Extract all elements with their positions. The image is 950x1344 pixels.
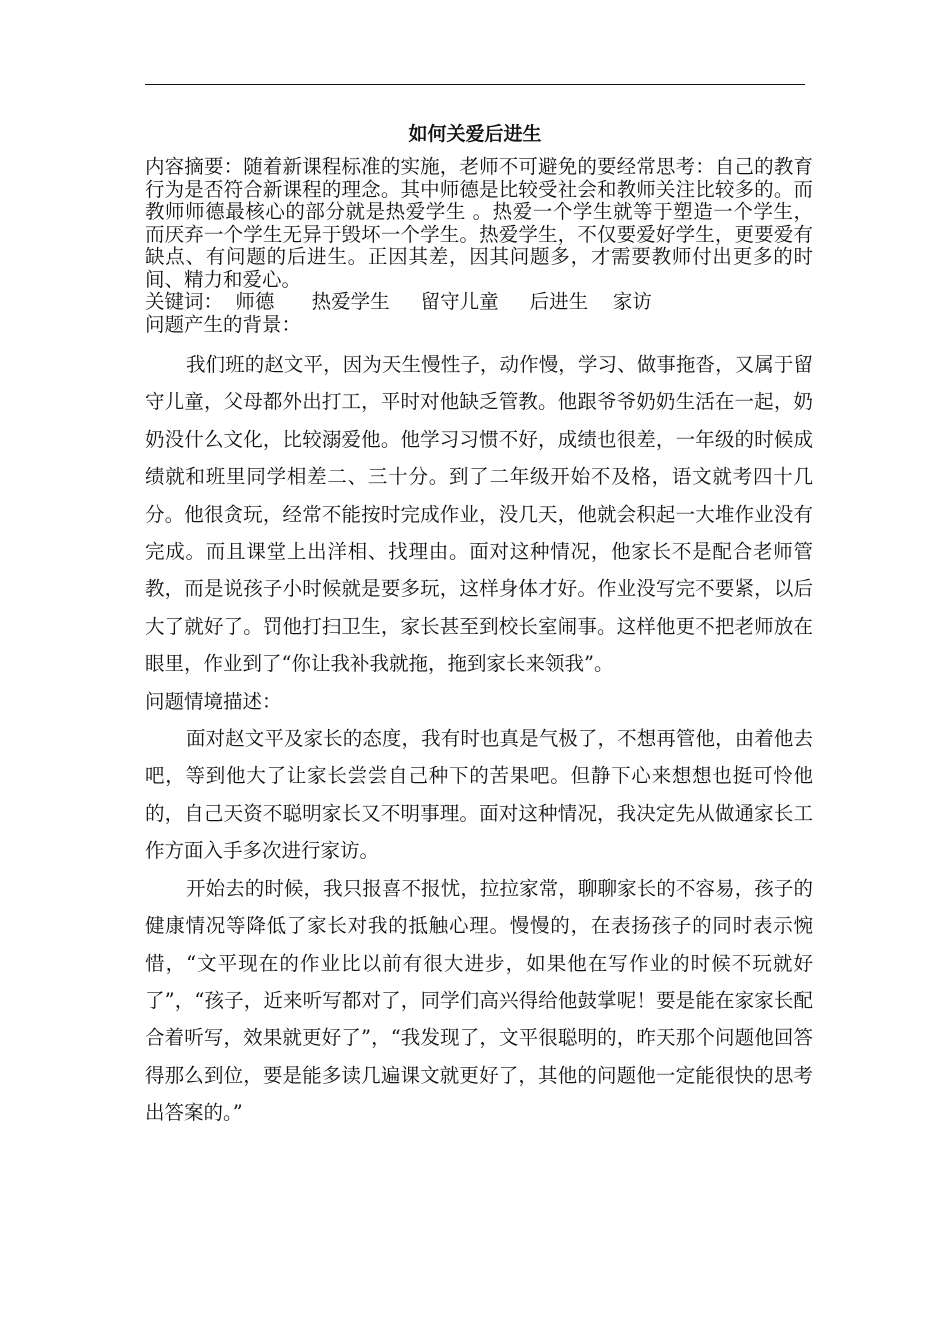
document-body	[145, 156, 813, 1132]
document-title: 如何关爱后进生	[408, 123, 542, 145]
keywords-line: 关键词： 师德 热爱学生 留守儿童 后进生 家访	[145, 290, 652, 313]
situation-paragraph-2: 开始去的时候，我只报喜不报忧，拉拉家常，聊聊家长的不容易，孩子的健康情况等降低了家长对我的抵触心理。慢慢的，在表扬孩子的同时表示惋惜，“文平现在的作业比以前有很大进步，如果他在写作业的时候不玩就好了”，“孩子，近来听写都对了，同学们高兴得给他鼓掌呢！要是能在家家长配合着听写，效果就更好了”，“我发现了，文平很聪明的，昨天那个问题他回答得那么到位，要是能多读几遍课文就更好了，其他的问题他一定能很快的思考出答案的。”	[145, 876, 813, 1125]
spacer	[145, 336, 813, 346]
abstract-paragraph: 内容摘要：随着新课程标准的实施，老师不可避免的要经常思考：自己的教育行为是否符合新课程的理念。其中师德是比较受社会和教师关注比较多的。而教师师德最核心的部分就是热爱学生 。热爱一个学生就等于塑造一个学生，而厌弃一个学生无异于毁坏一个学生。热爱学生，不仅要爱好学生，更要爱有缺点、有问题的后进生。正因其差，因其问题多，才需要教师付出更多的时间、精力和爱心。	[145, 155, 813, 291]
background-paragraph: 我们班的赵文平，因为天生慢性子，动作慢，学习、做事拖沓，又属于留守儿童，父母都外出打工，平时对他缺乏管教。他跟爷爷奶奶生活在一起，奶奶没什么文化，比较溺爱他。他学习习惯不好，成绩也很差，一年级的时候成绩就和班里同学相差二、三十分。到了二年级开始不及格，语文就考四十几分。他很贪玩，经常不能按时完成作业，没几天，他就会积起一大堆作业没有完成。而且课堂上出洋相、找理由。面对这种情况，他家长不是配合老师管教，而是说孩子小时候就是要多玩，这样身体才好。作业没写完不要紧，以后大了就好了。罚他打扫卫生，家长甚至到校长室闹事。这样他更不把老师放在眼里，作业到了“你让我补我就拖，拖到家长来领我”。	[145, 353, 813, 676]
header-rule	[145, 84, 805, 85]
situation-heading: 问题情境描述：	[145, 689, 282, 713]
situation-paragraph-1: 面对赵文平及家长的态度，我有时也真是气极了，不想再管他，由着他去吧，等到他大了让家长尝尝自己种下的苦果吧。但静下心来想想也挺可怜他的，自己天资不聪明家长又不明事理。面对这种情况，我决定先从做通家长工作方面入手多次进行家访。	[145, 727, 813, 863]
background-heading: 问题产生的背景：	[145, 312, 302, 336]
